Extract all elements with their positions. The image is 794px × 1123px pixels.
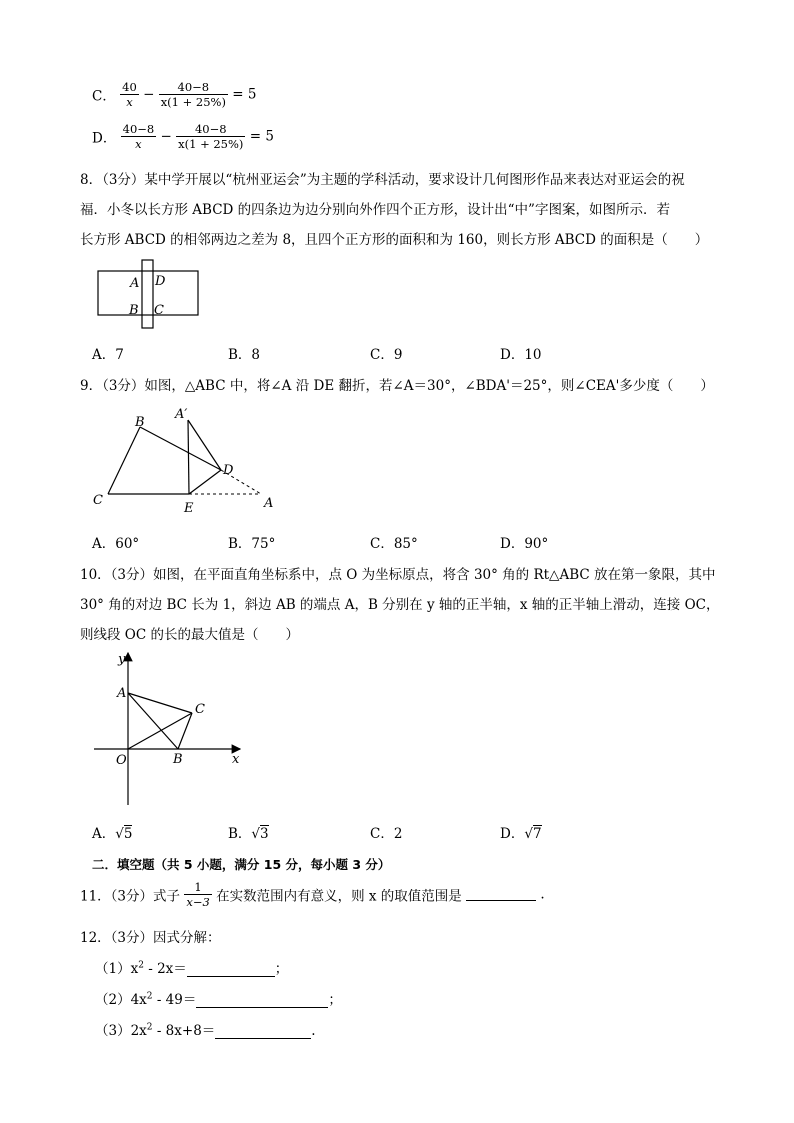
fraction-denominator: x(1 + 25%) (160, 95, 226, 109)
q10-option-c-label: C．2 (370, 826, 403, 842)
sqrt-symbol: √ (251, 826, 261, 842)
sqrt-symbol: √ (115, 826, 124, 842)
q8-label-d: D (155, 274, 166, 289)
q12-item-label: （3）2x (95, 1023, 147, 1039)
q9-option-b: B．75° (228, 536, 276, 552)
q10-option-a (92, 822, 132, 842)
q10-label-x: x (232, 752, 240, 767)
answer-blank[interactable] (196, 995, 328, 1008)
radicand: 3 (260, 826, 269, 842)
q9-figure (88, 400, 288, 518)
fraction (121, 122, 157, 151)
minus-sign: − (160, 128, 172, 145)
fraction-numerator: 1 (184, 880, 211, 895)
q8-line-1: 8．（3分）某中学开展以“杭州亚运会”为主题的学科活动，要求设计几何图形作品来表达对亚运会的祝 (80, 172, 685, 188)
q12-title: 12．（3分）因式分解： (80, 930, 221, 946)
q8-option-c: C．9 (370, 347, 403, 363)
q8-option-a: A．7 (92, 347, 124, 363)
q12-item-label: （1）x (95, 961, 139, 977)
q7-option-c-label: C． (92, 88, 116, 105)
q8-option-b: B．8 (228, 347, 261, 363)
exponent: 2 (138, 960, 144, 971)
q11-end: . (540, 886, 545, 903)
q10-option-b (228, 822, 269, 842)
q12-item-rest: - 49＝ (152, 992, 197, 1008)
q9-option-c: C．85° (370, 536, 418, 552)
q8-label-c: C (154, 303, 164, 318)
q10-label-b: B (173, 752, 183, 767)
q11-suffix: 在实数范围内有意义，则 x 的取值范围是 (216, 888, 462, 905)
equation-rhs: = 5 (232, 86, 257, 103)
fraction-numerator: 40−8 (159, 80, 228, 95)
q9-label-a-prime: A′ (175, 407, 188, 422)
q9-option-a: A．60° (92, 536, 140, 552)
q10-option-b-label: B． (228, 826, 252, 842)
radicand: 7 (532, 826, 542, 842)
fraction (159, 80, 228, 109)
q11-prefix: 11．（3分）式子 (80, 888, 181, 905)
fraction-denominator: x−3 (186, 895, 210, 909)
fraction (176, 122, 245, 151)
q12-item-end: ； (328, 992, 342, 1008)
exponent: 2 (146, 1022, 153, 1033)
q9-label-b: B (135, 415, 145, 430)
q10-label-o: O (116, 753, 127, 768)
q7-option-c (92, 80, 256, 109)
fraction-numerator: 40−8 (176, 122, 245, 137)
fraction-denominator: x (135, 137, 142, 151)
equation-rhs: = 5 (249, 128, 274, 145)
minus-sign: − (143, 86, 155, 103)
q10-line-2: 30° 角的对边 BC 长为 1，斜边 AB 的端点 A，B 分别在 y 轴的正半轴，x 轴的正半轴上滑动，连接 OC， (80, 597, 720, 613)
q9-label-e: E (184, 501, 194, 516)
section-2-title: 二．填空题（共 5 小题，满分 15 分，每小题 3 分） (92, 857, 391, 872)
q9-option-d: D．90° (500, 536, 549, 552)
sqrt-symbol: √ (524, 826, 533, 842)
q12-item-rest: - 2x＝ (143, 961, 187, 977)
answer-blank[interactable] (466, 888, 536, 901)
exponent: 2 (146, 991, 153, 1002)
fraction-numerator: 40−8 (122, 122, 155, 136)
q12-item-rest: - 8x+8＝ (152, 1023, 216, 1039)
q8-label-b: B (129, 303, 139, 318)
radicand: 5 (123, 826, 133, 842)
q8-label-a: A (130, 276, 140, 291)
q10-line-1: 10．（3分）如图，在平面直角坐标系中，点 O 为坐标原点，将含 30° 角的 Rt△ABC 放在第一象限，其中 (80, 567, 716, 583)
q10-label-c: C (195, 702, 205, 717)
fraction-numerator: 40 (122, 80, 137, 94)
q8-option-d: D．10 (500, 347, 542, 363)
answer-blank[interactable] (187, 964, 275, 977)
q11 (80, 880, 545, 909)
q10-figure (90, 647, 250, 809)
q10-option-c (370, 822, 402, 842)
q9-line-1: 9．（3分）如图，△ABC 中，将∠A 沿 DE 翻折，若∠A＝30°，∠BDA'＝25°，则∠CEA'多少度（ ） (80, 378, 714, 394)
answer-blank[interactable] (215, 1026, 311, 1039)
q9-label-c: C (93, 493, 103, 508)
q7-option-d (92, 122, 274, 151)
q7-option-d-label: D． (92, 130, 117, 147)
q12-item-3 (95, 1019, 316, 1039)
q12-item-end: ； (274, 961, 289, 977)
q9-label-d: D (223, 463, 234, 478)
q12-item-end: . (311, 1023, 316, 1039)
fraction-denominator: x(1 + 25%) (178, 137, 244, 151)
q10-option-d (500, 822, 542, 842)
q10-option-a-label: A． (92, 826, 116, 842)
q12-item-2 (95, 988, 342, 1008)
q8-figure (95, 258, 205, 333)
fraction (184, 880, 211, 909)
q8-line-2: 福．小冬以长方形 ABCD 的四条边为边分别向外作四个正方形，设计出“中”字图案，如图所示．若 (80, 202, 670, 218)
q10-line-3: 则线段 OC 的长的最大值是（ ） (80, 627, 299, 643)
fraction-denominator: x (126, 95, 133, 109)
q12-item-1 (95, 957, 288, 977)
q10-option-d-label: D． (500, 826, 525, 842)
q10-label-y: y (118, 652, 126, 667)
fraction (120, 80, 139, 109)
q9-label-a: A (264, 496, 274, 511)
q10-label-a: A (117, 686, 127, 701)
q12-item-label: （2）4x (95, 992, 147, 1008)
q8-line-3: 长方形 ABCD 的相邻两边之差为 8，且四个正方形的面积和为 160，则长方形 ABCD 的面积是（ ） (80, 232, 709, 248)
